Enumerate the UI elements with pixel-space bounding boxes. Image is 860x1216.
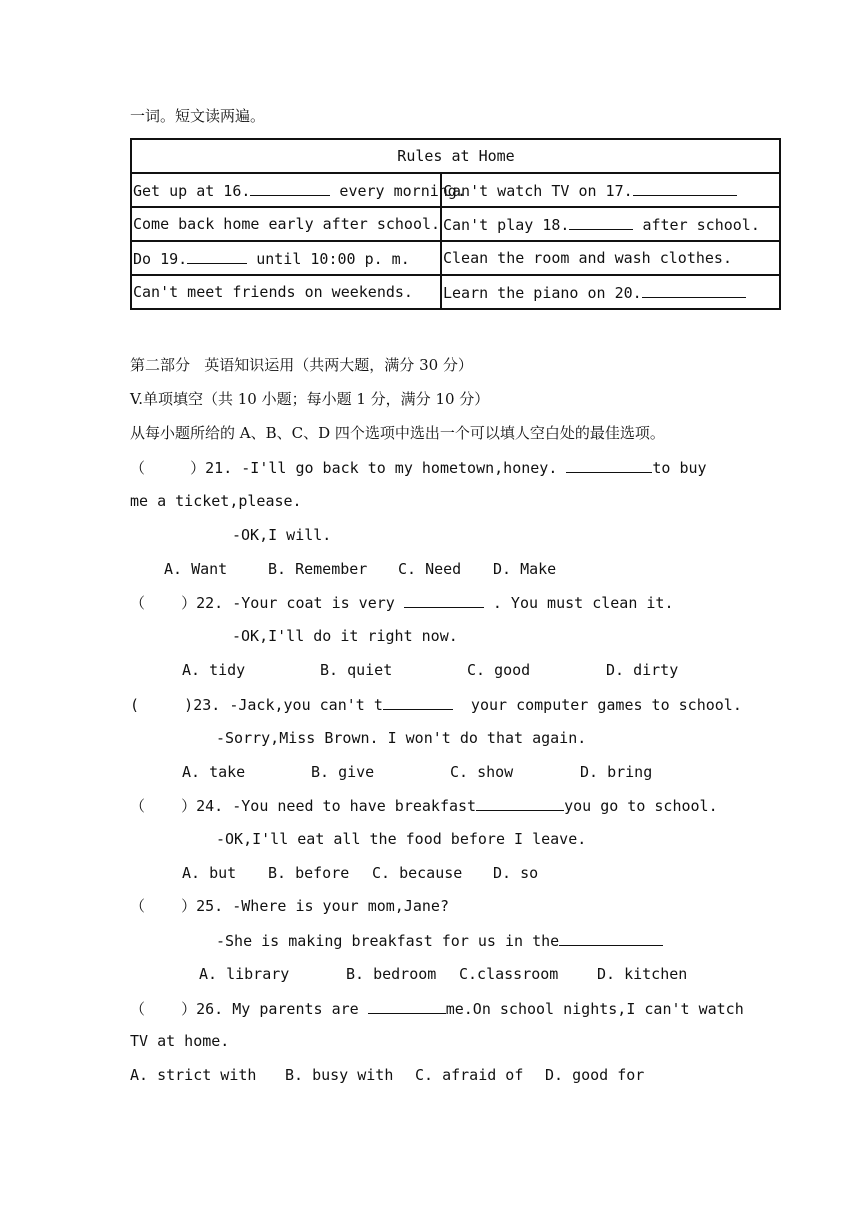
option-a[interactable]: A. library xyxy=(199,965,290,983)
rules-table-title: Rules at Home xyxy=(131,139,780,173)
table-cell: Come back home early after school. xyxy=(131,207,441,241)
table-cell: Learn the piano on 20. xyxy=(441,275,780,309)
table-row xyxy=(131,275,780,309)
option-d[interactable]: D. dirty xyxy=(606,661,679,679)
option-c[interactable]: C.classroom xyxy=(459,965,559,983)
option-d[interactable]: D. bring xyxy=(580,763,653,781)
instructions: 从每小题所给的 A、B、C、D 四个选项中选出一个可以填人空白处的最佳选项。 xyxy=(130,424,665,442)
rules-table xyxy=(130,138,781,310)
table-row xyxy=(131,173,780,207)
option-b[interactable]: B. bedroom xyxy=(346,965,437,983)
question-21: （ ）21. -I'll go back to my hometown,honey. to buy xyxy=(130,459,707,477)
question-23: ( )23. -Jack,you can't t your computer games to school. xyxy=(130,696,742,714)
answer-blank-22[interactable] xyxy=(404,592,484,608)
section-subheading: V.单项填空（共 10 小题；每小题 1 分，满分 10 分） xyxy=(130,390,490,408)
option-d[interactable]: D. good for xyxy=(545,1066,645,1084)
option-b[interactable]: B. Remember xyxy=(268,560,368,578)
table-cell: Clean the room and wash clothes. xyxy=(441,241,780,275)
option-d[interactable]: D. Make xyxy=(493,560,557,578)
table-cell: Can't meet friends on weekends. xyxy=(131,275,441,309)
question-24: （ ）24. -You need to have breakfast you go to school. xyxy=(130,797,718,815)
option-c[interactable]: C. afraid of xyxy=(415,1066,524,1084)
option-d[interactable]: D. kitchen xyxy=(597,965,688,983)
intro-line: 一词。短文读两遍。 xyxy=(130,107,266,125)
answer-blank-19[interactable] xyxy=(187,248,247,264)
option-b[interactable]: B. before xyxy=(268,864,350,882)
option-b[interactable]: B. quiet xyxy=(320,661,393,679)
option-a[interactable]: A. Want xyxy=(164,560,228,578)
answer-blank-18[interactable] xyxy=(569,214,633,230)
option-a[interactable]: A. take xyxy=(182,763,246,781)
table-cell: Get up at 16. every morning. xyxy=(131,173,441,207)
question-22-reply: -OK,I'll do it right now. xyxy=(232,627,458,645)
question-24-reply: -OK,I'll eat all the food before I leave. xyxy=(216,830,587,848)
option-a[interactable]: A. tidy xyxy=(182,661,246,679)
answer-blank-26[interactable] xyxy=(368,998,446,1014)
question-22: （ ）22. -Your coat is very . You must clean it. xyxy=(130,594,674,612)
section-heading: 第二部分 英语知识运用（共两大题，满分 30 分） xyxy=(130,356,473,374)
answer-blank-20[interactable] xyxy=(642,282,746,298)
answer-blank-23[interactable] xyxy=(383,694,453,710)
question-25-reply: -She is making breakfast for us in the xyxy=(216,930,663,951)
option-c[interactable]: C. because xyxy=(372,864,463,882)
table-cell: Can't watch TV on 17. xyxy=(441,173,780,207)
option-c[interactable]: C. show xyxy=(450,763,514,781)
table-cell: Can't play 18. after school. xyxy=(441,207,780,241)
option-b[interactable]: B. busy with xyxy=(285,1066,394,1084)
table-cell: Do 19. until 10:00 p. m. xyxy=(131,241,441,275)
answer-blank-17[interactable] xyxy=(633,180,737,196)
question-26: （ ）26. My parents are me.On school nights,I can't watch xyxy=(130,1000,744,1018)
question-21-line2: me a ticket,please. xyxy=(130,492,302,510)
answer-blank-25[interactable] xyxy=(559,930,663,946)
table-row xyxy=(131,241,780,275)
option-d[interactable]: D. so xyxy=(493,864,539,882)
table-row xyxy=(131,207,780,241)
answer-blank-16[interactable] xyxy=(250,180,330,196)
option-b[interactable]: B. give xyxy=(311,763,375,781)
option-a[interactable]: A. but xyxy=(182,864,237,882)
question-26-line2: TV at home. xyxy=(130,1032,230,1050)
option-c[interactable]: C. Need xyxy=(398,560,462,578)
answer-blank-21[interactable] xyxy=(566,457,652,473)
question-23-reply: -Sorry,Miss Brown. I won't do that again. xyxy=(216,729,587,747)
question-21-reply: -OK,I will. xyxy=(232,526,332,544)
option-c[interactable]: C. good xyxy=(467,661,531,679)
option-a[interactable]: A. strict with xyxy=(130,1066,257,1084)
question-25: （ ）25. -Where is your mom,Jane? xyxy=(130,897,449,915)
answer-blank-24[interactable] xyxy=(476,795,564,811)
